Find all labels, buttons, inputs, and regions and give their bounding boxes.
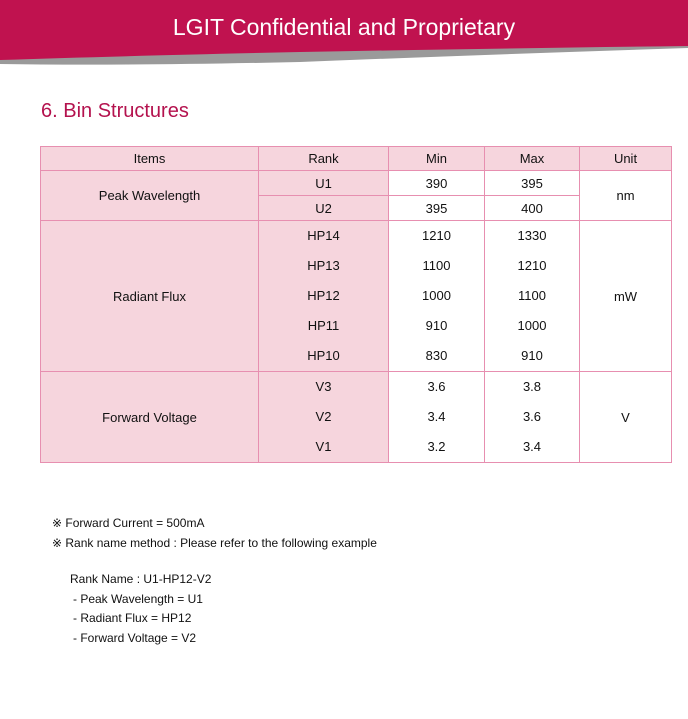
max-cell: 1330 [517, 228, 547, 243]
rank-name-example [70, 570, 211, 648]
max-cell: 1100 [518, 288, 546, 303]
min-cell: 390 [389, 171, 485, 196]
max-cell-group [485, 372, 580, 463]
min-cell: 1000 [422, 288, 451, 303]
min-cell-group [389, 372, 485, 463]
min-cell: 3.2 [427, 439, 446, 454]
bin-structure-table [40, 146, 672, 463]
rank-cell-group [259, 221, 389, 372]
min-cell: 395 [389, 196, 485, 221]
note-forward-current: ※ Forward Current = 500mA [52, 516, 205, 530]
header-min: Min [389, 147, 485, 171]
max-cell: 395 [485, 171, 580, 196]
rank-cell: HP11 [307, 318, 340, 333]
example-header: Rank Name : U1-HP12-V2 [70, 572, 212, 586]
table-row [41, 372, 672, 402]
table-row [41, 221, 672, 251]
rank-cell: HP12 [307, 288, 340, 303]
table-row [41, 171, 672, 196]
min-cell: 910 [425, 318, 448, 333]
header-items: Items [41, 147, 259, 171]
header-banner [0, 0, 688, 70]
max-cell: 910 [521, 348, 543, 363]
rank-cell: V2 [315, 409, 332, 424]
rank-cell: U1 [259, 171, 389, 196]
example-forward-voltage: - Forward Voltage = V2 [73, 630, 197, 645]
unit-cell: V [580, 372, 672, 463]
min-cell: 1210 [422, 228, 451, 243]
table-header-row [41, 147, 672, 171]
max-cell-group [485, 221, 580, 372]
rank-cell: HP13 [307, 258, 340, 273]
note-rank-method: ※ Rank name method : Please refer to the following example [52, 536, 377, 550]
min-cell: 1100 [422, 258, 451, 273]
min-cell: 3.6 [427, 379, 446, 394]
header-unit: Unit [580, 147, 672, 171]
example-peak-wavelength: - Peak Wavelength = U1 [73, 591, 203, 606]
max-cell: 1000 [517, 318, 547, 333]
rank-cell: U2 [259, 196, 389, 221]
item-cell: Forward Voltage [41, 372, 259, 463]
rank-cell-group [259, 372, 389, 463]
example-radiant-flux: - Radiant Flux = HP12 [73, 611, 192, 625]
section-title: 6. Bin Structures [41, 100, 189, 122]
max-cell: 400 [485, 196, 580, 221]
header-rank: Rank [259, 147, 389, 171]
notes [52, 513, 377, 553]
rank-cell: V1 [315, 439, 332, 454]
rank-cell: V3 [315, 379, 332, 394]
min-cell: 3.4 [427, 409, 446, 424]
max-cell: 3.8 [522, 379, 542, 394]
banner-title: LGIT Confidential and Proprietary [172, 14, 516, 40]
max-cell: 1210 [517, 258, 547, 273]
item-cell: Peak Wavelength [41, 171, 259, 221]
max-cell: 3.6 [522, 409, 542, 424]
header-max: Max [485, 147, 580, 171]
unit-cell: mW [580, 221, 672, 372]
min-cell-group [389, 221, 485, 372]
min-cell: 830 [425, 348, 448, 363]
rank-cell: HP10 [307, 348, 340, 363]
rank-cell: HP14 [307, 228, 340, 243]
item-cell: Radiant Flux [41, 221, 259, 372]
unit-cell: nm [580, 171, 672, 221]
max-cell: 3.4 [522, 439, 542, 454]
